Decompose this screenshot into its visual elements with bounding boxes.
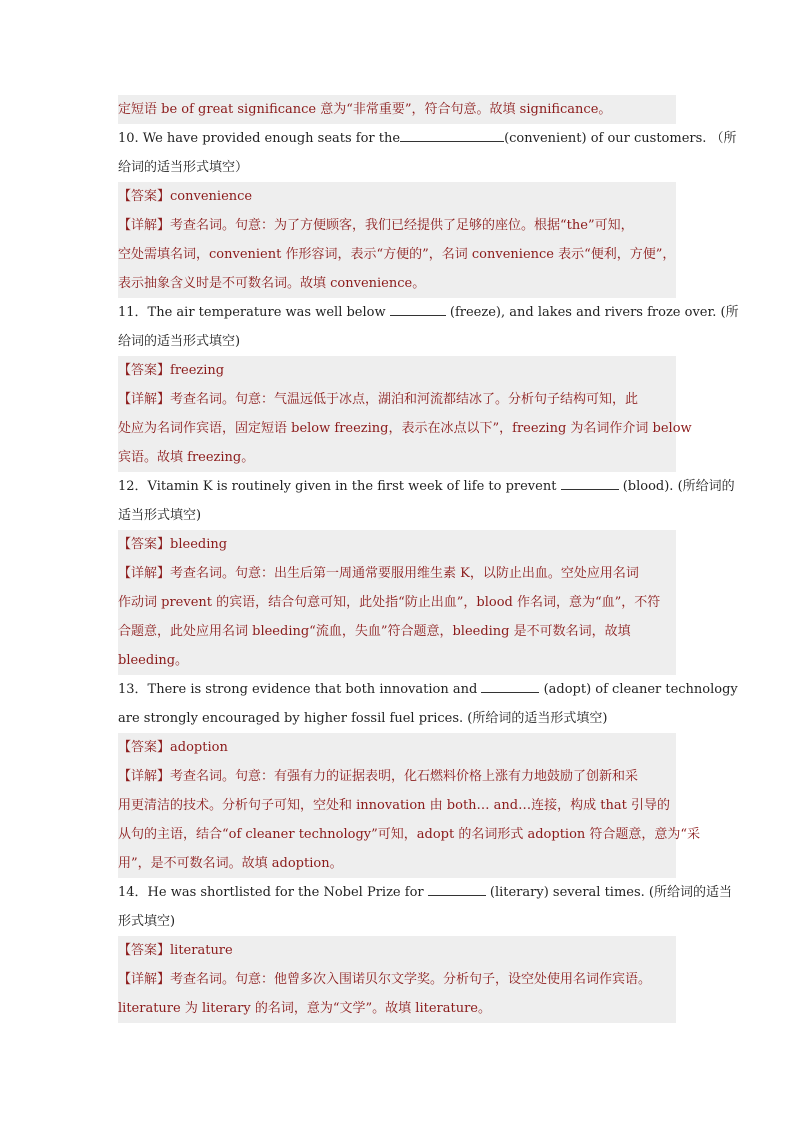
answer-line — [118, 733, 676, 762]
question-text: (freeze), and lakes and rivers froze over. (所 — [445, 305, 739, 320]
answer-label: 【答案】 — [118, 537, 171, 552]
detail-line — [118, 559, 676, 588]
detail-label: 【详解】 — [118, 392, 171, 407]
answer-blank — [400, 129, 504, 142]
detail-line — [118, 95, 676, 124]
detail-line — [118, 820, 701, 849]
answer-label: 【答案】 — [118, 363, 171, 378]
detail-label: 【详解】 — [118, 566, 171, 581]
answer-line — [118, 530, 676, 559]
answer-text: bleeding — [170, 537, 228, 552]
answer-blank — [428, 883, 486, 896]
detail-text: 合题意，此处应用名词 bleeding“流血，失血”符合题意，bleeding 是不可数名词，故填 — [118, 624, 631, 639]
detail-text: bleeding。 — [118, 653, 189, 668]
question-line — [118, 327, 676, 356]
detail-text: 处应为名词作宾语，固定短语 below freezing，表示在冰点以下”，freezing 为名词作介词 below — [118, 421, 692, 436]
detail-line — [118, 994, 676, 1023]
detail-line — [118, 443, 676, 472]
answer-line — [118, 936, 676, 965]
detail-text: 考查名词。句意：有强有力的证据表明，化石燃料价格上涨有力地鼓励了创新和采 — [170, 769, 639, 784]
question-text: (adopt) of cleaner technology — [539, 682, 738, 697]
answer-blank — [481, 680, 539, 693]
answer-line — [118, 356, 676, 385]
answer-text: adoption — [170, 740, 228, 755]
detail-line — [118, 849, 676, 878]
detail-text: 宾语。故填 freezing。 — [118, 450, 255, 465]
detail-text: 用”，是不可数名词。故填 adoption。 — [118, 856, 343, 871]
answer-line — [118, 182, 676, 211]
answer-label: 【答案】 — [118, 740, 171, 755]
question-line — [118, 675, 738, 704]
detail-label: 【详解】 — [118, 218, 171, 233]
answer-text: convenience — [170, 189, 253, 204]
question-line — [118, 124, 737, 153]
answer-blank — [390, 303, 446, 316]
answer-label: 【答案】 — [118, 943, 171, 958]
detail-text: 用更清洁的技术。分析句子可知，空处和 innovation 由 both… and…连接，构成 that 引导的 — [118, 798, 670, 813]
detail-line — [118, 762, 676, 791]
detail-text: literature 为 literary 的名词，意为“文学”。故填 literature。 — [118, 1001, 491, 1016]
detail-line — [118, 588, 676, 617]
answer-blank — [561, 477, 619, 490]
detail-text: 定短语 be of great significance 意为“非常重要”，符合句意。故填 significance。 — [118, 102, 612, 117]
question-text: are strongly encouraged by higher fossil fuel prices. (所给词的适当形式填空) — [118, 711, 608, 726]
detail-label: 【详解】 — [118, 769, 171, 784]
question-text: 12．Vitamin K is routinely given in the first week of life to prevent — [118, 479, 561, 494]
question-text: 13．There is strong evidence that both innovation and — [118, 682, 482, 697]
question-text: 形式填空) — [118, 914, 176, 929]
question-text: 适当形式填空) — [118, 508, 202, 523]
detail-text: 考查名词。句意：气温远低于冰点，湖泊和河流都结冰了。分析句子结构可知，此 — [170, 392, 639, 407]
question-line — [118, 501, 676, 530]
detail-text: 考查名词。句意：为了方便顾客，我们已经提供了足够的座位。根据“the”可知， — [170, 218, 634, 233]
question-line — [118, 704, 676, 733]
question-text: 给词的适当形式填空) — [118, 334, 241, 349]
question-text: 11．The air temperature was well below — [118, 305, 390, 320]
question-text: (literary) several times. (所给词的适当 — [485, 885, 732, 900]
document-page — [118, 95, 739, 1023]
detail-text: 空处需填名词，convenient 作形容词，表示“方便的”，名词 convenience 表示“便利，方便”， — [118, 247, 676, 262]
question-line — [118, 153, 676, 182]
question-text: 14．He was shortlisted for the Nobel Prize for — [118, 885, 428, 900]
detail-text: 考查名词。句意：他曾多次入围诺贝尔文学奖。分析句子，设空处使用名词作宾语。 — [170, 972, 652, 987]
detail-line — [118, 414, 692, 443]
detail-line — [118, 791, 676, 820]
question-text: (blood). (所给词的 — [618, 479, 735, 494]
question-line — [118, 907, 676, 936]
answer-text: freezing — [170, 363, 225, 378]
detail-text: 从句的主语，结合“of cleaner technology”可知，adopt 的名词形式 adoption 符合题意，意为“采 — [118, 827, 701, 842]
detail-text: 作动词 prevent 的宾语，结合句意可知，此处指“防止出血”，blood 作名词，意为“血”，不符 — [118, 595, 661, 610]
question-text: 给词的适当形式填空） — [118, 160, 249, 175]
detail-line — [118, 240, 676, 269]
detail-line — [118, 211, 676, 240]
question-line — [118, 472, 735, 501]
question-text: 10. We have provided enough seats for the — [118, 131, 401, 146]
detail-line — [118, 965, 676, 994]
question-text: (convenient) of our customers. （所 — [504, 131, 737, 146]
detail-line — [118, 646, 676, 675]
answer-text: literature — [170, 943, 233, 958]
detail-line — [118, 617, 676, 646]
question-line — [118, 878, 732, 907]
detail-text: 考查名词。句意：出生后第一周通常要服用维生素 K，以防止出血。空处应用名词 — [170, 566, 639, 581]
detail-text: 表示抽象含义时是不可数名词。故填 convenience。 — [118, 276, 426, 291]
detail-line — [118, 269, 676, 298]
detail-line — [118, 385, 676, 414]
detail-label: 【详解】 — [118, 972, 171, 987]
answer-label: 【答案】 — [118, 189, 171, 204]
question-line — [118, 298, 739, 327]
